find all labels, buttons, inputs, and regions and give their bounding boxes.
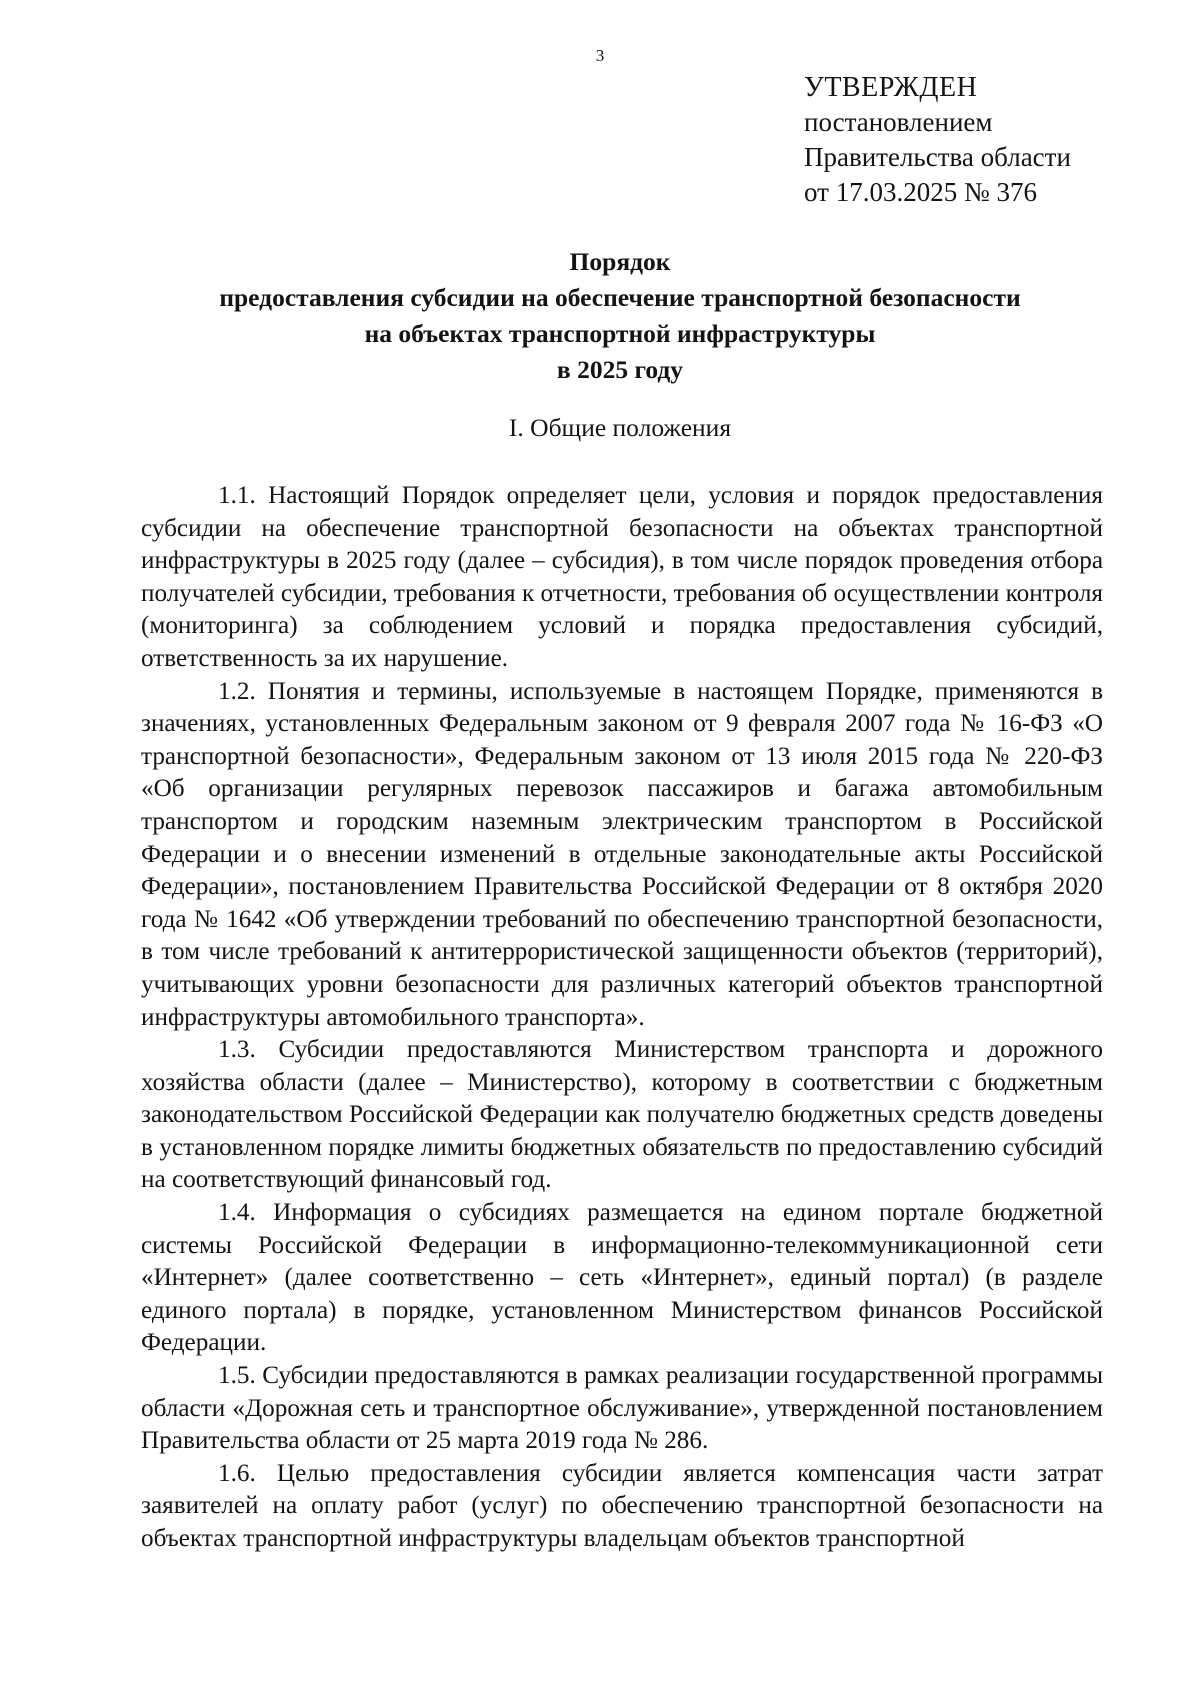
paragraph-1-5: 1.5. Субсидии предоставляются в рамках реализации государственной программы области «Дорожная сеть и транспортное обслуживание», утвержденной постановлением Правительства области от 25 марта 2019 года № 286. bbox=[141, 1362, 1103, 1455]
approval-line-3: от 17.03.2025 № 376 bbox=[804, 177, 1037, 207]
title-line-1: Порядок bbox=[569, 247, 671, 276]
section-heading: I. Общие положения bbox=[508, 413, 732, 442]
document-body bbox=[141, 480, 1103, 1556]
title-line-3: на объектах транспортной инфраструктуры bbox=[364, 319, 876, 348]
approval-stamp: УТВЕРЖДЕН bbox=[804, 72, 978, 103]
paragraph-1-2: 1.2. Понятия и термины, используемые в настоящем Порядке, применяются в значениях, установленных Федеральным законом от 9 февраля 2007 года № 16-ФЗ «О транспортной безопасности», Федеральным законом от 13 июля 2015 года № 220-ФЗ «Об организации регулярных перевозок пассажиров и багажа автомобильным транспортом и городским наземным электрическим транспортом в Российской Федерации и о внесении изменений в отдельные законодательные акты Российской Федерации», постановлением Правительства Российской Федерации от 8 октября 2020 года № 1642 «Об утверждении требований по обеспечению транспортной безопасности, в том числе требований к антитеррористической защищенности объектов (территорий), учитывающих уровни безопасности для различных категорий объектов транспортной инфраструктуры автомобильного транспорта». bbox=[141, 677, 1103, 1031]
approval-block bbox=[804, 70, 1071, 210]
paragraph-1-6: 1.6. Целью предоставления субсидии является компенсация части затрат заявителей на оплату работ (услуг) по обеспечению транспортной безопасности на объектах транспортной инфраструктуры владельцам объектов транспортной bbox=[141, 1459, 1103, 1552]
paragraph-1-1: 1.1. Настоящий Порядок определяет цели, условия и порядок предоставления субсидии на обеспечение транспортной безопасности на объектах транспортной инфраструктуры в 2025 году (далее – субсидия), в том числе порядок проведения отбора получателей субсидии, требования к отчетности, требования об осуществлении контроля (мониторинга) за соблюдением условий и порядка предоставления субсидий, ответственность за их нарушение. bbox=[141, 482, 1103, 672]
approval-line-1: постановлением bbox=[804, 107, 993, 137]
title-line-4: в 2025 году bbox=[556, 355, 684, 384]
page-number: 3 bbox=[595, 46, 605, 65]
approval-line-2: Правительства области bbox=[804, 142, 1071, 172]
paragraph-1-4: 1.4. Информация о субсидиях размещается на едином портале бюджетной системы Российской Федерации в информационно-телекоммуникационной сети «Интернет» (далее соответственно – сеть «Интернет», единый портал) (в разделе единого портала) в порядке, установленном Министерством финансов Российской Федерации. bbox=[141, 1199, 1103, 1357]
title-line-2: предоставления субсидии на обеспечение транспортной безопасности bbox=[219, 283, 1021, 312]
paragraph-1-3: 1.3. Субсидии предоставляются Министерством транспорта и дорожного хозяйства области (далее – Министерство), которому в соответствии с бюджетным законодательством Российской Федерации как получателю бюджетных средств доведены в установленном порядке лимиты бюджетных обязательств по предоставлению субсидий на соответствующий финансовый год. bbox=[141, 1036, 1103, 1194]
document-title bbox=[140, 244, 1100, 388]
